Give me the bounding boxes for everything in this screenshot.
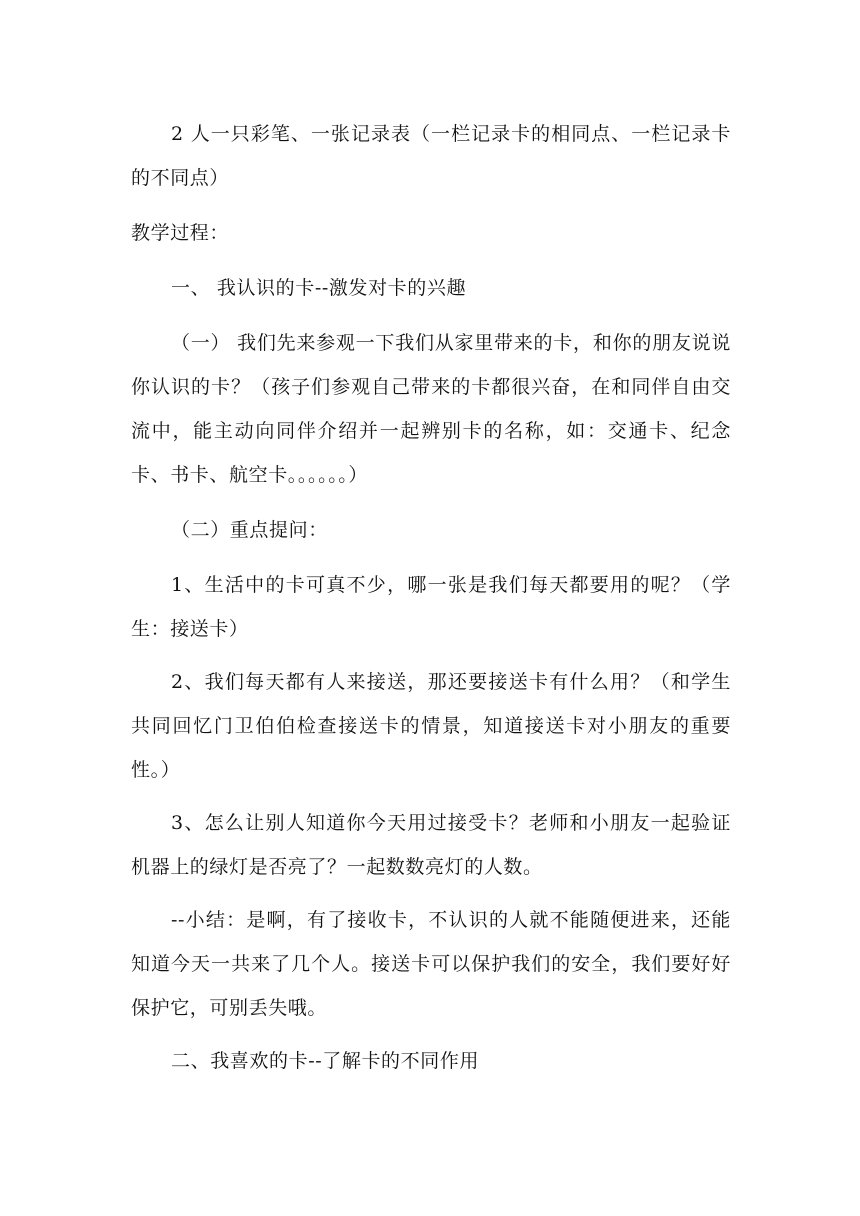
document-body: [131, 112, 731, 1083]
section-one-heading: 一、 我认识的卡--激发对卡的兴趣: [171, 277, 467, 299]
question-two-paragraph: 2、我们每天都有人来接送，那还要接送卡有什么用？（和学生共同回忆门卫伯伯检查接送卡的情景，知道接送卡对小朋友的重要性。）: [131, 671, 731, 781]
question-one-paragraph: 1、生活中的卡可真不少，哪一张是我们每天都要用的呢？（学生：接送卡）: [131, 574, 731, 640]
materials-paragraph: 2 人一只彩笔、一张记录表（一栏记录卡的相同点、一栏记录卡的不同点）: [131, 123, 731, 189]
summary-paragraph: --小结：是啊，有了接收卡，不认识的人就不能随便进来，还能知道今天一共来了几个人。接送卡可以保护我们的安全，我们要好好保护它，可别丢失哦。: [131, 909, 731, 1019]
part-one-paragraph: （一） 我们先来参观一下我们从家里带来的卡，和你的朋友说说你认识的卡？（孩子们参观自己带来的卡都很兴奋，在和同伴自由交流中，能主动向同伴介绍并一起辨别卡的名称，如：交通卡、纪念卡、书卡、航空卡。。。。。。）: [131, 332, 731, 486]
question-three-paragraph: 3、怎么让别人知道你今天用过接受卡？老师和小朋友一起验证机器上的绿灯是否亮了？一起数数亮灯的人数。: [131, 812, 731, 878]
part-two-heading: （二）重点提问：: [171, 519, 328, 541]
teaching-process-heading: 教学过程：: [131, 222, 230, 244]
section-two-heading: 二、我喜欢的卡--了解卡的不同作用: [171, 1050, 480, 1072]
